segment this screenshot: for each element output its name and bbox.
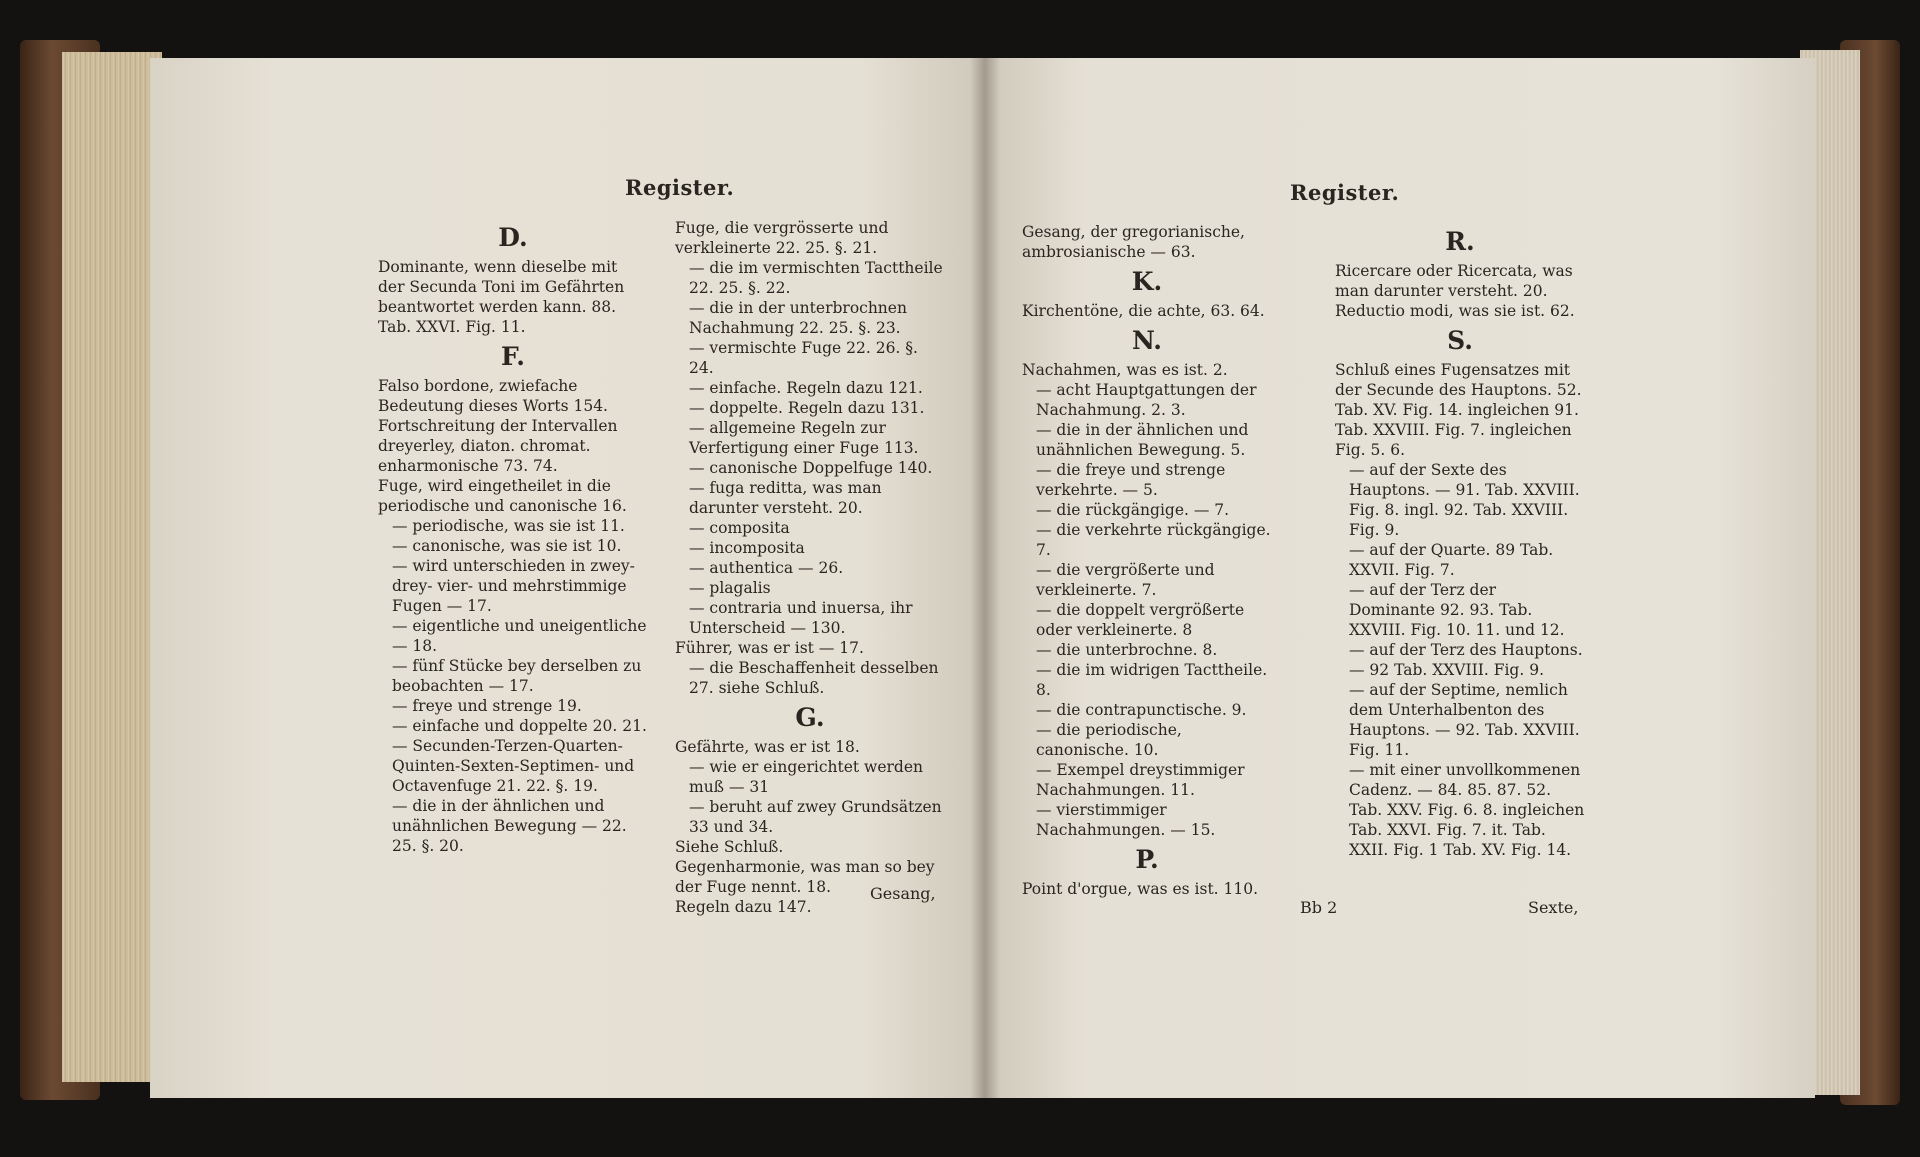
page-edges-left <box>62 52 162 1082</box>
index-entry: — incomposita <box>689 539 805 557</box>
right-page-column-1 <box>1022 222 1272 899</box>
index-entry: — die Beschaffenheit desselben 27. siehe Schluß. <box>689 659 939 697</box>
index-entry: Reductio modi, was sie ist. 62. <box>1335 302 1575 320</box>
index-entry: Kirchentöne, die achte, 63. 64. <box>1022 302 1265 320</box>
index-entry: — auf der Terz der Dominante 92. 93. Tab. XXVIII. Fig. 10. 11. und 12. <box>1349 581 1565 639</box>
index-entry: — allgemeine Regeln zur Verfertigung einer Fuge 113. <box>689 419 919 457</box>
right-page-header: Register. <box>1290 180 1400 205</box>
index-entry: — beruht auf zwey Grundsätzen 33 und 34. <box>689 798 942 836</box>
section-letter: N. <box>1132 326 1162 355</box>
index-entry: Fortschreitung der Intervallen dreyerley, diaton. chromat. enharmonische 73. 74. <box>378 417 618 475</box>
right-page-signature: Bb 2 <box>1300 898 1338 917</box>
index-entry: — mit einer unvollkommenen Cadenz. — 84. 85. 87. 52. Tab. XXV. Fig. 6. 8. ingleichen Tab. XXVI. Fig. 7. it. Tab. XXII. Fig. 1 Tab. XV. Fig. 14. <box>1349 761 1585 859</box>
index-entry: — die unterbrochne. 8. <box>1036 641 1218 659</box>
index-entry: — die doppelt vergrößerte oder verkleinerte. 8 <box>1036 601 1245 639</box>
section-letter: P. <box>1135 845 1159 874</box>
index-entry: Ricercare oder Ricercata, was man darunter versteht. 20. <box>1335 262 1573 300</box>
index-entry: — canonische, was sie ist 10. <box>392 537 622 555</box>
index-entry: — auf der Quarte. 89 Tab. XXVII. Fig. 7. <box>1349 541 1554 579</box>
index-entry: Fuge, wird eingetheilet in die periodische und canonische 16. <box>378 477 627 515</box>
left-page-column-2 <box>675 218 945 917</box>
index-entry: — die rückgängige. — 7. <box>1036 501 1230 519</box>
index-entry: — einfache. Regeln dazu 121. <box>689 379 923 397</box>
index-entry: — fünf Stücke bey derselben zu beobachten — 17. <box>392 657 642 695</box>
index-entry: — die verkehrte rückgängige. 7. <box>1036 521 1271 559</box>
right-page-catchword: Sexte, <box>1528 898 1579 917</box>
index-entry: — die in der ähnlichen und unähnlichen Bewegung — 22. 25. §. 20. <box>392 797 627 855</box>
section-letter: R. <box>1445 227 1475 256</box>
index-entry: — eigentliche und uneigentliche — 18. <box>392 617 647 655</box>
index-entry: — auf der Terz des Hauptons. — 92 Tab. XXVIII. Fig. 9. <box>1349 641 1583 679</box>
index-entry: — doppelte. Regeln dazu 131. <box>689 399 925 417</box>
index-entry: — contraria und inuersa, ihr Unterscheid — 130. <box>689 599 913 637</box>
section-letter: K. <box>1131 267 1163 296</box>
index-entry: Falso bordone, zwiefache Bedeutung dieses Worts 154. <box>378 377 608 415</box>
index-entry: — die vergrößerte und verkleinerte. 7. <box>1036 561 1215 599</box>
index-entry: — composita <box>689 519 790 537</box>
index-entry: — einfache und doppelte 20. 21. <box>392 717 647 735</box>
left-page-column-1 <box>378 218 648 856</box>
index-entry: — wird unterschieden in zwey- drey- vier- und mehrstimmige Fugen — 17. <box>392 557 635 615</box>
index-entry: — canonische Doppelfuge 140. <box>689 459 933 477</box>
index-entry: Gefährte, was er ist 18. <box>675 738 860 756</box>
section-letter: D. <box>498 223 528 252</box>
section-letter: F. <box>501 342 525 371</box>
index-entry: Nachahmen, was es ist. 2. <box>1022 361 1228 379</box>
index-entry: Fuge, die vergrösserte und verkleinerte 22. 25. §. 21. <box>675 219 889 257</box>
index-entry: — fuga reditta, was man darunter versteht. 20. <box>689 479 882 517</box>
index-entry: — vermischte Fuge 22. 26. §. 24. <box>689 339 918 377</box>
index-entry: Führer, was er ist — 17. <box>675 639 864 657</box>
index-entry: Gegenharmonie, was man so bey der Fuge nennt. 18. <box>675 858 935 896</box>
index-entry: — die freye und strenge verkehrte. — 5. <box>1036 461 1226 499</box>
left-page-catchword: Gesang, <box>870 884 936 903</box>
index-entry: — auf der Septime, nemlich dem Unterhalbenton des Hauptons. — 92. Tab. XXVIII. Fig. 11. <box>1349 681 1580 759</box>
index-entry: — acht Hauptgattungen der Nachahmung. 2. 3. <box>1036 381 1257 419</box>
index-entry: — vierstimmiger Nachahmungen. — 15. <box>1036 801 1216 839</box>
index-entry: — die in der unterbrochnen Nachahmung 22. 25. §. 23. <box>689 299 907 337</box>
index-entry: — plagalis <box>689 579 771 597</box>
index-entry: — periodische, was sie ist 11. <box>392 517 625 535</box>
left-page-header: Register. <box>625 175 735 200</box>
index-entry: — wie er eingerichtet werden muß — 31 <box>689 758 923 796</box>
index-entry: Regeln dazu 147. <box>675 898 812 916</box>
index-entry: — die contrapunctische. 9. <box>1036 701 1247 719</box>
index-entry: — freye und strenge 19. <box>392 697 582 715</box>
index-entry: — auf der Sexte des Hauptons. — 91. Tab. XXVIII. Fig. 8. ingl. 92. Tab. XXVIII. Fig. 9. <box>1349 461 1580 539</box>
index-entry: — die im vermischten Tacttheile 22. 25. §. 22. <box>689 259 943 297</box>
index-entry: — die im widrigen Tacttheile. 8. <box>1036 661 1268 699</box>
section-letter: S. <box>1447 326 1473 355</box>
index-entry: Schluß eines Fugensatzes mit der Secunde des Hauptons. 52. Tab. XV. Fig. 14. ingleichen 91. Tab. XXVIII. Fig. 7. ingleichen Fig. 5. 6. <box>1335 361 1582 459</box>
book-gutter <box>970 58 1000 1098</box>
index-entry: Gesang, der gregorianische, ambrosianische — 63. <box>1022 223 1245 261</box>
right-page-column-2 <box>1335 222 1585 860</box>
index-entry: — die periodische, canonische. 10. <box>1036 721 1182 759</box>
index-entry: Siehe Schluß. <box>675 838 784 856</box>
index-entry: Point d'orgue, was es ist. 110. <box>1022 880 1259 898</box>
index-entry: — authentica — 26. <box>689 559 844 577</box>
section-letter: G. <box>795 703 825 732</box>
index-entry: — Exempel dreystimmiger Nachahmungen. 11. <box>1036 761 1245 799</box>
index-entry: — Secunden-Terzen-Quarten-Quinten-Sexten-Septimen- und Octavenfuge 21. 22. §. 19. <box>392 737 635 795</box>
index-entry: — die in der ähnlichen und unähnlichen Bewegung. 5. <box>1036 421 1249 459</box>
index-entry: Dominante, wenn dieselbe mit der Secunda Toni im Gefährten beantwortet werden kann. 88. Tab. XXVI. Fig. 11. <box>378 258 625 336</box>
